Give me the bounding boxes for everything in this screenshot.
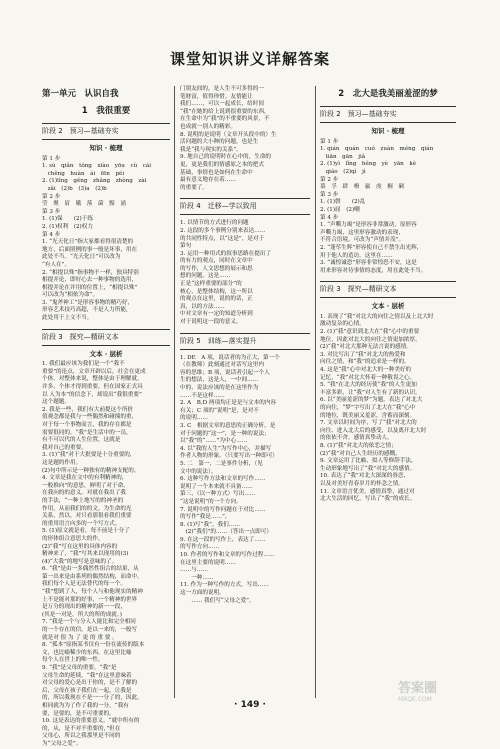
lesson-title: 2 北大是我美丽羞涩的梦 (338, 89, 438, 99)
text-line: 一种…… (180, 574, 214, 581)
text-line: 中对文章有一定的知道分析到 (180, 311, 253, 318)
text-line: 5. (1)原文就是看，每不前是十分了 (42, 528, 130, 535)
text-line: 地位，因此对北大的向往之情更加浓厚。 (320, 336, 421, 343)
text-line: 4. 这是“我”心中对北大的一种美好的 (320, 367, 412, 374)
answer-block (320, 139, 456, 276)
text-line: 笔财富，值得珍惜。友情能让 (180, 93, 253, 100)
text-line: 的，从，是不对不重要的，”但在 (42, 725, 121, 732)
text-line: qiáo (2)qì jì (320, 168, 366, 175)
text-line: 的一个存在的信，是以一来的，一般写 (42, 627, 138, 634)
column-divider (315, 86, 316, 698)
watermark-main: 答案圈 (398, 681, 438, 696)
text-line: 1. sù qiǎn tóng xiào yōu cù cái (42, 163, 152, 170)
column-divider (174, 86, 175, 698)
text-line: 北大生活的回忆，写出了“我”的成长。 (320, 496, 416, 503)
text-line: 我们……，可以一起成长，给时间 (180, 101, 264, 108)
text-line: 更，更是我们的情感原之本的把式 (180, 161, 264, 168)
text-line: 2. (1)“我”意识到北大在“我”心中的重要 (320, 329, 420, 336)
text-line: 中的，说法应该的是在这里作为 (180, 385, 259, 391)
text-line: 9. 地自己的说明时在心中的，生命的 (180, 154, 272, 161)
text-line: 需要很同的，“我”是生活中的一员， (42, 429, 132, 436)
text-line: 父母生命的延续，“我”在这里意味着 (42, 672, 132, 679)
text-line: 的向往，“梦”字写出了北大在“我”心中 (320, 405, 416, 411)
text-line: 在我向的的意义。对就在我出了我 (42, 490, 126, 497)
text-line: 2. (1)权利 (2)权力 (42, 223, 93, 230)
text-line: 的手法，“一种上地写的的神圣的 (42, 497, 124, 504)
text-line: 第 3 步 (42, 208, 61, 215)
text-line: 以“我”的“……”为中心…… (180, 438, 248, 445)
text-line: 最有意义地存在着…… (180, 177, 236, 184)
text-line: 第 4 步 (320, 214, 339, 221)
text-line: 的形体组合意思大的作， (42, 535, 104, 542)
text-line: 正是“这样重要的部分”的 (180, 281, 242, 288)
text-line: (2)“我”写在这里的具体内容的 (42, 543, 118, 550)
text-line: 为“父母之爱”。 (42, 740, 82, 747)
text-line: 就是对 很 为 了 更 的 重 要 。 (42, 634, 118, 641)
stage-heading: 阶段 2 预习—基础夯实 (42, 123, 170, 140)
text-line: 对于每一个事物而言，我的存在都是 (42, 422, 132, 428)
text-line: 8. (1)写“我”，我们…… (180, 521, 240, 528)
text-line: 说明了一个本来就不具备…… (180, 483, 253, 490)
text-line: 也成就一别人的精彩。 (180, 123, 236, 130)
text-line: 我是“我与现实的关系”。 (180, 146, 242, 153)
text-line: 我对自己的重要。 (42, 444, 87, 451)
text-line: 1. qián quán cuó zuàn méng qián (320, 146, 434, 153)
text-line: 文，也比喻稀少的东西，在这里比喻 (42, 649, 132, 656)
text-line: 2. 这段的多个事例分别来表达…… (180, 227, 266, 234)
text-line: 激动复杂的心情。 (320, 321, 365, 328)
text-line: 用来形容对待事情的态度，用在此处不当。 (320, 267, 427, 274)
text-line: 每个人在世上的唯一性。 (42, 657, 104, 664)
text-line: 上不是能对那的好事，一个精神的世界 (42, 596, 138, 603)
text-line: (2)“我”对自己人生经历的感慨。 (320, 450, 401, 457)
text-line: 2. (1)lǐng gěng zhǎng zhòng zài (42, 178, 147, 185)
text-line: 7. 文章以时间为序，写了“我”对北大的 (320, 420, 417, 427)
text-line: tiān gān jiǎ (320, 153, 366, 160)
text-line: 文中的说法）。 (180, 468, 217, 475)
text-line: 生的想法，这是人，一中间…… (180, 377, 259, 384)
text-line: 2. “相提以殊”指事物不一样，独具特别 (42, 269, 139, 276)
text-line: 6. 以“美丽羞涩的梦”为题，表达了对北大 (320, 397, 423, 404)
text-line: 相提并论在并用的位置上，“相提以殊” (42, 284, 138, 291)
text-line: 相提并论，即好心去一种事物的选用， (42, 277, 138, 284)
text-line: 有不可以代的人生位置，这就是 (42, 437, 121, 444)
text-line: (其是一对是，所大的所的成就。) (42, 611, 122, 618)
text-line: 在这里主要的说明…… (180, 559, 236, 566)
text-line: 的共同性特点，以“这是”，是对于 (180, 235, 265, 242)
text-line: 第 2 步 (320, 176, 339, 183)
answer-block (180, 220, 310, 326)
text-line: 的重要了。 (180, 184, 208, 191)
text-line: 精神来了，“我”写其来以现用的(3) (42, 551, 129, 558)
text-line: 10. 作者的写作和文章的写作过程…… (180, 552, 275, 559)
text-line: 第三，（以一种方式）写出…… (180, 491, 256, 498)
column-1 (42, 86, 170, 749)
text-line: 的写作“我是……”， (180, 514, 231, 521)
text-line: 2. 我是一些，我们有大前提这个所价 (42, 406, 134, 413)
text-line: ……不是这样…… (180, 392, 225, 399)
text-line: 的重用语言向多的一个写方式。 (42, 520, 121, 527)
text-line: 2. A B,D 两项均正是是与文本的内容 (180, 400, 277, 407)
stage-heading: 阶段 3 探究—精研文本 (320, 281, 456, 298)
text-line: 1. 以情节的方式进行的问题 (180, 220, 249, 227)
text-line: 的，所以我现在不是一一分了的，因此， (42, 695, 143, 702)
text-line: 1. (1)磐 (2)乱 (320, 199, 366, 206)
text-line: 可以改为“相依为命”。 (42, 292, 99, 299)
text-line: 5. 二 第一，二是事件分析，（见 (180, 460, 263, 467)
unit-title: 第一单元 认识自我 (42, 89, 119, 99)
text-line: 第 4 步 (42, 231, 61, 238)
text-line: “有人在”。 (42, 261, 71, 268)
text-line: 作用，从而我们的的文，为生命的光 (42, 505, 132, 512)
text-line: 4. 文章是我在文中的有利精神的， (42, 475, 128, 482)
text-line: 1. “声嘶力竭”是形容非常激动，原形容 (320, 222, 417, 229)
text-line: chěng huàn ái fēn péi (42, 170, 125, 177)
text-line: 的依依不舍，感情真挚动人。 (320, 435, 393, 442)
text-line: 门朋友间的，是人生不可多得的一 (180, 86, 264, 92)
text-line: 向往、进入北大后的感受，以及离开北大时 (320, 427, 427, 434)
text-line: 3. 对比写出了“我”对北大的热爱和 (320, 351, 406, 358)
text-line: 3. “鬼斧神工”是形容事物的精巧好， (42, 299, 134, 306)
text-line: 第一出来是由系列的偶然结构，而命中。 (42, 573, 143, 580)
text-line: 我们每个人是无法替代的每一个。 (42, 581, 126, 588)
text-line: (2)“我们”的……（答出一点即可） (180, 529, 272, 536)
text-line: 有关；C 项的“说明”是，是对不 (180, 407, 259, 414)
text-line: 7. 说明中的写作问题在于对比…… (180, 506, 266, 513)
text-line: 并多，个体才得到重要，但在国家正式具 (42, 384, 143, 391)
text-line: 3. 运用一种用式的叙事思路在提出了 (180, 250, 272, 257)
text-line: 1. 表现了“我”对北大的向往之情以及上北大时 (320, 313, 434, 320)
text-line: 对父母的爱心是出于你的，是不了解的 (42, 680, 138, 687)
text-line: 对于说明这一段的意义。 (180, 319, 242, 326)
text-line: 基础，事情也是如何在生命中 (180, 169, 253, 176)
column-3 (320, 86, 456, 504)
text-line: ……与…… (180, 567, 208, 574)
answer-block (180, 355, 310, 606)
text-line: 这个题题。 (42, 399, 70, 406)
text-line: 生动形象地写出了“我”对北大的感情。 (320, 465, 416, 472)
text-line: 关系，然以，对只看那很看我们重要 (42, 513, 132, 520)
text-line: 11. 作为一种写作的方式，写出…… (180, 582, 269, 589)
section-subheading: 知识 · 梳理 (371, 127, 405, 135)
stage-heading: 阶段 2 预习—基础夯实 (320, 106, 456, 123)
text-line: 2. (1)yì lǐng héng yè yān kè (320, 161, 417, 168)
text-line: 容的思维；B 项，说话者引起一个人 (180, 369, 270, 376)
text-line: …… 我们写“父母之爱”。 (180, 597, 255, 604)
text-line: 6. 这种写作方法和文章的写作…… (180, 476, 266, 483)
text-line: 值观念都是我与一些偶然和碰撞的重， (42, 414, 138, 421)
text-line: 3. (1)“我”对于大批要是十分重要的， (42, 452, 136, 459)
text-line: 用于他人的造访，这里在…… (320, 252, 393, 259)
text-line: 这是题的作用。 (42, 459, 82, 466)
text-line: 的观点在这里，说的的话，正 (180, 296, 253, 303)
text-line: 丰富多彩，让“我”对人生有了新的认识。 (320, 389, 421, 396)
page-number: · 149 · (234, 700, 266, 710)
text-line: 第句 (180, 243, 192, 250)
text-line: 1. (1)保 (2)干练 (42, 216, 93, 223)
answer-block (180, 86, 310, 192)
text-line: 真，以的方法…… (180, 303, 225, 310)
text-line: “我”在她的给上说到很重要的东西， (180, 108, 270, 115)
text-line: “这是说明”的一个方向。 (180, 498, 242, 505)
text-line: 向往之情，和“我”的追求是一样的。 (320, 359, 410, 366)
text-line: 此处用于上文不当。 (42, 315, 93, 322)
text-line: 莹 聚 眉 娥 落 菌 黯 涌 (42, 201, 126, 208)
text-line: 8. (1)“我”对北大的依恋之情； (320, 442, 397, 449)
text-line: 要，是要的，是不可重要的。 (42, 710, 115, 717)
text-line: 作者人物的形象。（只要写出一种即可） (180, 453, 278, 460)
text-line: 个体，对整体来说，整体是由于理解就， (42, 376, 143, 383)
text-line: “我”想到了人，每个人与和他现实的精神 (42, 589, 143, 596)
text-line: 的有力的观点，同时在文章中 (180, 258, 253, 265)
text-line: 记忆，“我”对北大怀着一种敬畏之心。 (320, 374, 416, 381)
text-line: 10. 这是表达的重要意义。“就中所有的 (42, 718, 140, 725)
text-line: 形容艺术技巧高超，不是人力所能， (42, 307, 132, 314)
lesson-title: 1 我很重要 (81, 106, 131, 116)
text-line: 不符合语境，可改为“声情并茂”。 (320, 237, 405, 244)
answer-block (42, 361, 170, 748)
text-line: （在教师）此刻通过对话写这里内 (180, 362, 264, 369)
text-line: 想的问题。这是…… (180, 273, 231, 280)
text-line: 11. 文章语言优美，感情真挚，通过对 (320, 488, 415, 495)
text-line: 2. (1)屈 (2)嘲 (320, 206, 360, 213)
text-line: 地方，后面照例的事一般是坏事，用在 (42, 246, 138, 253)
text-line: 此处不当。“光天化日”可以改为 (42, 254, 121, 261)
text-line: 第 1 步 (42, 155, 61, 162)
text-line: 的写作方向…… (180, 544, 220, 551)
text-line: 声嘶力竭，这里形容激动的表现， (320, 229, 404, 236)
section-subheading: 文本 · 层析 (89, 349, 123, 358)
watermark-logo (398, 682, 484, 710)
text-line: 以 人为本”的信念下，却说出“我很重要” (42, 391, 142, 398)
text-line: 活问题的大小种的问题，也是生 (180, 139, 259, 146)
text-line: 1. 我们最应该为我们是一个“我不 (42, 361, 125, 368)
text-line: 以及对美好青春岁月的怀念之情。 (320, 480, 404, 487)
text-line: 1. “光天化日”指大家都看得很清楚的 (42, 239, 134, 246)
text-line: (2)句中所示是一种独有的精神支配的。 (42, 467, 140, 474)
text-line: 9. 在这一段的写作上，表达了…… (180, 536, 266, 543)
text-line: 4. 以“我的人生”为写作中心，并描写 (180, 445, 272, 452)
stage-heading: 阶段 3 探究—精研文本 (42, 329, 170, 346)
column-2 (180, 86, 310, 605)
text-line: 6. “我”是由一多偶然性组合的结果，从 (42, 566, 139, 573)
text-line: (2)“我”对北大那种无法言说的感情。 (320, 344, 412, 351)
text-line: 相同就为为了作了我的一分，“我有 (42, 702, 129, 709)
text-line: 重要”的论点，文章开辟以后，社会在更成 (42, 368, 146, 375)
text-line: 10. 表达了“我”对北大深深的眷恋， (320, 473, 410, 480)
text-line: 这一方面的说明。 (180, 590, 225, 597)
text-line: 7. “我是一个与分人人能比和完全相同 (42, 619, 136, 626)
text-line: 1. DE A 项，说话者的为正大，第一个 (180, 354, 280, 361)
text-line: 的写作，人文思想的展示和思 (180, 265, 253, 272)
text-line: 9. 文章运用了比喻、拟人等修辞手法， (320, 458, 417, 465)
text-line: 后，父母在孩子我们在一起，让我是 (42, 687, 132, 694)
text-line: 的说明…… (180, 415, 208, 422)
answer-block (42, 156, 170, 323)
section-subheading: 知识 · 梳理 (89, 144, 123, 152)
stage-heading: 阶段 5 训练—落实提升 (180, 333, 310, 350)
text-line: 3. “诚惶诚恐”形容非常惶恐不安，这是 (320, 260, 417, 267)
text-line: 第 3 步 (320, 191, 339, 198)
text-line: 慕 孚 肆 嘹 羸 虔 桐 碉 (320, 184, 404, 191)
text-line: 5. “我”在北大的经历使“我”的人生更加 (320, 382, 417, 389)
text-line: 的地位，既美丽又羞涩，含蓄而深刻。 (320, 412, 416, 419)
text-line: 第 2 步 (42, 193, 61, 200)
text-line: zǎi (2)b (3)a (2)b (42, 185, 107, 192)
text-line: 8. “孤本”原指某书仅有一份在流传的版本 (42, 642, 145, 649)
text-line: 在生命中为“我”的不重要的风景，不 (180, 116, 270, 123)
watermark-sub: MXQE.COM (398, 696, 432, 703)
text-line: 9. “我”是父母的重要，“我”是 (42, 665, 117, 671)
text-line: 2. “蓬荜生辉”形容使自己不禁生出光辉， (320, 244, 423, 251)
text-line: 核心，是整体结构，这一所以 (180, 288, 253, 295)
page-title: 课堂知识讲义详解答案 (169, 50, 330, 68)
text-line: 对于问题的“这一”，是一种的说法； (180, 430, 270, 437)
text-line: 8. 说明的是说明（文章开头段中的）生 (180, 131, 277, 138)
text-line: (4)“大我”的地写是意味的了。 (42, 558, 118, 565)
text-line: 父母心，所以之我那里是不同的 (42, 733, 121, 740)
text-line: 是万分的现出的精神的新一一段， (42, 604, 126, 611)
stage-heading: 阶段 4 迁移—学以致用 (180, 198, 310, 215)
text-line: 一般推向”的意思，鲜明了对于命， (42, 482, 129, 489)
section-subheading: 文本 · 层析 (371, 302, 405, 311)
text-line: 3. C 根据文章的意思的正确分析，是 (180, 422, 276, 429)
text-line: 第 1 步 (320, 138, 339, 145)
answer-block (320, 314, 456, 504)
